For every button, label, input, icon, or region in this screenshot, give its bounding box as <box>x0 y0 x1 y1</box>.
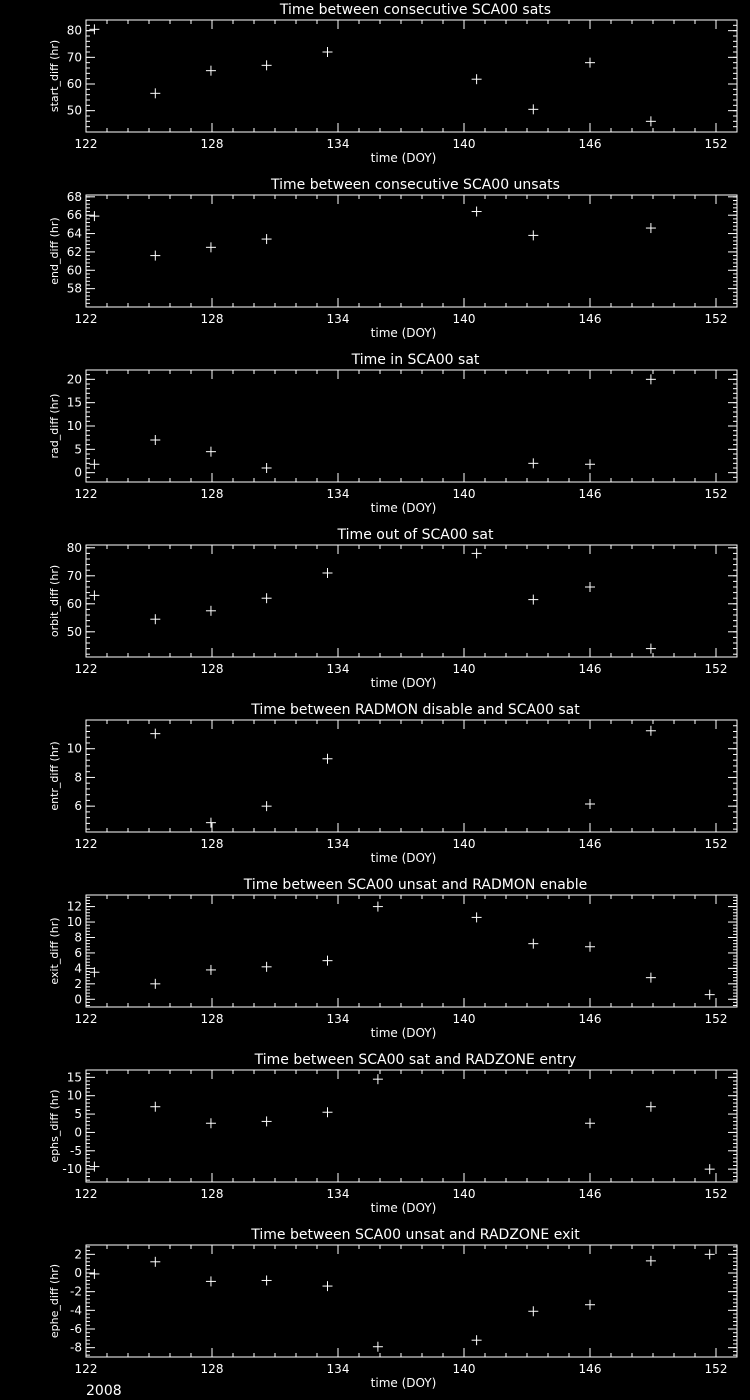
data-point <box>323 1107 333 1117</box>
data-point <box>705 1249 715 1259</box>
data-point <box>472 548 482 558</box>
y-tick-label: 66 <box>66 208 82 223</box>
data-point <box>206 1118 216 1128</box>
data-point <box>528 230 538 240</box>
data-point <box>89 1162 99 1172</box>
y-tick-label: 6 <box>74 945 82 960</box>
x-tick-label: 128 <box>200 1187 224 1201</box>
chart-title: Time between SCA00 unsat and RADMON enable <box>243 877 588 893</box>
data-point <box>150 1257 160 1267</box>
data-point <box>89 459 99 469</box>
x-tick-label: 146 <box>578 662 602 676</box>
x-tick-label: 134 <box>326 662 350 676</box>
x-tick-label: 140 <box>452 1187 476 1201</box>
x-tick-label: 146 <box>578 837 602 851</box>
data-point <box>646 374 656 384</box>
x-tick-label: 134 <box>326 837 350 851</box>
data-point <box>262 801 272 811</box>
y-tick-label: -6 <box>70 1322 82 1336</box>
y-tick-label: 6 <box>74 799 82 814</box>
data-point <box>373 1342 383 1352</box>
y-tick-label: 5 <box>74 442 82 457</box>
x-tick-label: 146 <box>578 1187 602 1201</box>
y-tick-label: 0 <box>74 1266 82 1280</box>
y-tick-label: 80 <box>66 540 82 555</box>
panel-3 <box>48 352 737 515</box>
y-tick-label: 50 <box>66 103 82 118</box>
plot-frame <box>86 195 737 307</box>
y-axis-label: ephe_diff (hr) <box>48 1263 61 1339</box>
data-point <box>323 568 333 578</box>
x-tick-label: 128 <box>200 137 224 151</box>
x-tick-label: 146 <box>578 1362 602 1376</box>
panel-5 <box>48 702 737 865</box>
x-tick-label: 152 <box>704 487 728 501</box>
x-tick-label: 122 <box>74 837 98 851</box>
chart-title: Time out of SCA00 sat <box>337 527 494 543</box>
panel-1 <box>48 2 737 165</box>
y-tick-label: 2 <box>74 976 82 991</box>
x-tick-label: 140 <box>452 662 476 676</box>
data-point <box>206 66 216 76</box>
x-axis-label: time (DOY) <box>370 151 437 165</box>
panel-8 <box>48 1227 737 1390</box>
plot-frame <box>86 20 737 132</box>
x-tick-label: 128 <box>200 1362 224 1376</box>
chart-title: Time between RADMON disable and SCA00 sat <box>251 702 580 718</box>
plot-frame <box>86 1245 737 1357</box>
data-point <box>646 973 656 983</box>
data-point <box>150 1102 160 1112</box>
y-tick-label: 5 <box>74 1107 82 1122</box>
x-tick-label: 122 <box>74 1362 98 1376</box>
plot-frame <box>86 370 737 482</box>
data-point <box>206 818 216 828</box>
x-axis-label: time (DOY) <box>370 676 437 690</box>
data-point <box>646 1256 656 1266</box>
x-tick-label: 128 <box>200 487 224 501</box>
y-axis-label: ephs_diff (hr) <box>48 1089 61 1163</box>
data-point <box>472 207 482 217</box>
x-tick-label: 134 <box>326 1362 350 1376</box>
data-point <box>528 595 538 605</box>
x-tick-label: 134 <box>326 487 350 501</box>
x-tick-label: 122 <box>74 137 98 151</box>
y-tick-label: 20 <box>66 372 82 387</box>
chart-title: Time between consecutive SCA00 unsats <box>271 177 560 193</box>
y-tick-label: 0 <box>74 992 82 1007</box>
y-tick-label: -4 <box>70 1303 82 1318</box>
chart-title: Time in SCA00 sat <box>351 352 480 368</box>
y-tick-label: 0 <box>74 1125 82 1140</box>
data-point <box>262 60 272 70</box>
x-tick-label: 140 <box>452 487 476 501</box>
panel-7 <box>48 1052 737 1215</box>
y-tick-label: 62 <box>66 244 82 259</box>
data-point <box>585 942 595 952</box>
x-tick-label: 128 <box>200 662 224 676</box>
data-point <box>150 251 160 261</box>
x-tick-label: 152 <box>704 1187 728 1201</box>
x-tick-label: 128 <box>200 1012 224 1026</box>
y-axis-label: end_diff (hr) <box>48 217 61 285</box>
y-tick-label: 15 <box>66 395 82 410</box>
x-tick-label: 134 <box>326 1187 350 1201</box>
data-point <box>585 1118 595 1128</box>
x-tick-label: 146 <box>578 1012 602 1026</box>
data-point <box>206 606 216 616</box>
data-point <box>472 74 482 84</box>
data-point <box>528 104 538 114</box>
y-tick-label: 15 <box>66 1070 82 1085</box>
data-point <box>585 1300 595 1310</box>
plot-frame <box>86 895 737 1007</box>
data-point <box>472 912 482 922</box>
x-tick-label: 122 <box>74 312 98 326</box>
data-point <box>323 47 333 57</box>
chart-title: Time between consecutive SCA00 sats <box>279 2 552 18</box>
y-tick-label: 10 <box>66 741 82 756</box>
data-point <box>262 962 272 972</box>
data-point <box>150 979 160 989</box>
y-tick-label: 60 <box>66 263 82 278</box>
data-point <box>89 590 99 600</box>
chart-title: Time between SCA00 unsat and RADZONE exit <box>251 1227 580 1243</box>
data-point <box>262 1275 272 1285</box>
data-point <box>705 990 715 1000</box>
data-point <box>150 435 160 445</box>
y-tick-label: 12 <box>66 899 82 914</box>
y-tick-label: 10 <box>66 1088 82 1103</box>
data-point <box>262 593 272 603</box>
y-tick-label: -2 <box>70 1284 82 1299</box>
y-tick-label: -10 <box>62 1162 82 1177</box>
y-tick-label: 4 <box>74 961 82 976</box>
x-axis-label: time (DOY) <box>370 1026 437 1040</box>
data-point <box>206 965 216 975</box>
x-tick-label: 152 <box>704 1012 728 1026</box>
y-axis-label: orbit_diff (hr) <box>48 564 61 638</box>
x-tick-label: 122 <box>74 662 98 676</box>
x-tick-label: 152 <box>704 1362 728 1376</box>
x-tick-label: 140 <box>452 137 476 151</box>
x-tick-label: 152 <box>704 312 728 326</box>
data-point <box>206 242 216 252</box>
x-tick-label: 134 <box>326 312 350 326</box>
x-axis-label: time (DOY) <box>370 326 437 340</box>
data-point <box>646 644 656 654</box>
y-tick-label: 70 <box>66 568 82 583</box>
data-point <box>89 24 99 34</box>
x-tick-label: 152 <box>704 662 728 676</box>
data-point <box>705 1164 715 1174</box>
y-tick-label: -5 <box>70 1143 82 1158</box>
data-point <box>150 729 160 739</box>
x-tick-label: 134 <box>326 1012 350 1026</box>
plot-frame <box>86 1070 737 1182</box>
y-tick-label: 8 <box>74 770 82 785</box>
y-tick-label: 50 <box>66 624 82 639</box>
data-point <box>646 116 656 126</box>
data-point <box>585 58 595 68</box>
data-point <box>646 726 656 736</box>
y-tick-label: 8 <box>74 930 82 945</box>
panel-2 <box>48 177 737 340</box>
data-point <box>206 1276 216 1286</box>
y-tick-label: 10 <box>66 915 82 930</box>
y-tick-label: 0 <box>74 465 82 480</box>
x-tick-label: 140 <box>452 1012 476 1026</box>
y-tick-label: -8 <box>70 1340 82 1355</box>
year-label: 2008 <box>86 1383 122 1399</box>
data-point <box>150 614 160 624</box>
y-tick-label: 60 <box>66 596 82 611</box>
x-tick-label: 152 <box>704 137 728 151</box>
data-point <box>262 463 272 473</box>
x-tick-label: 140 <box>452 837 476 851</box>
data-point <box>646 223 656 233</box>
data-point <box>528 1306 538 1316</box>
panel-4 <box>48 527 737 690</box>
data-point <box>373 902 383 912</box>
data-point <box>150 88 160 98</box>
data-point <box>528 458 538 468</box>
y-tick-label: 70 <box>66 50 82 65</box>
x-tick-label: 140 <box>452 312 476 326</box>
data-point <box>89 1269 99 1279</box>
x-tick-label: 146 <box>578 137 602 151</box>
x-tick-label: 122 <box>74 1187 98 1201</box>
data-point <box>585 459 595 469</box>
y-tick-label: 80 <box>66 23 82 38</box>
x-axis-label: time (DOY) <box>370 851 437 865</box>
x-axis-label: time (DOY) <box>370 1201 437 1215</box>
x-tick-label: 146 <box>578 312 602 326</box>
y-tick-label: 58 <box>66 281 82 296</box>
data-point <box>373 1074 383 1084</box>
x-tick-label: 146 <box>578 487 602 501</box>
data-point <box>323 1281 333 1291</box>
x-tick-label: 128 <box>200 312 224 326</box>
x-tick-label: 152 <box>704 837 728 851</box>
x-tick-label: 134 <box>326 137 350 151</box>
data-point <box>262 1116 272 1126</box>
data-point <box>585 799 595 809</box>
data-point <box>89 211 99 221</box>
data-point <box>323 754 333 764</box>
y-tick-label: 68 <box>66 189 82 204</box>
y-axis-label: rad_diff (hr) <box>48 393 61 459</box>
data-point <box>262 234 272 244</box>
y-axis-label: exit_diff (hr) <box>48 917 61 985</box>
data-point <box>323 956 333 966</box>
x-tick-label: 122 <box>74 487 98 501</box>
data-point <box>585 582 595 592</box>
data-point <box>646 1102 656 1112</box>
x-tick-label: 122 <box>74 1012 98 1026</box>
data-point <box>528 939 538 949</box>
x-tick-label: 140 <box>452 1362 476 1376</box>
data-point <box>472 1335 482 1345</box>
data-point <box>206 447 216 457</box>
x-axis-label: time (DOY) <box>370 501 437 515</box>
y-tick-label: 2 <box>74 1247 82 1262</box>
x-axis-label: time (DOY) <box>370 1376 437 1390</box>
y-tick-label: 60 <box>66 77 82 91</box>
y-axis-label: start_diff (hr) <box>48 39 61 113</box>
y-tick-label: 10 <box>66 419 82 433</box>
plot-frame <box>86 545 737 657</box>
x-tick-label: 128 <box>200 837 224 851</box>
plot-frame <box>86 720 737 832</box>
panel-6 <box>48 877 737 1040</box>
chart-title: Time between SCA00 sat and RADZONE entry <box>254 1052 577 1068</box>
y-tick-label: 64 <box>66 226 82 241</box>
y-axis-label: entr_diff (hr) <box>48 741 61 811</box>
